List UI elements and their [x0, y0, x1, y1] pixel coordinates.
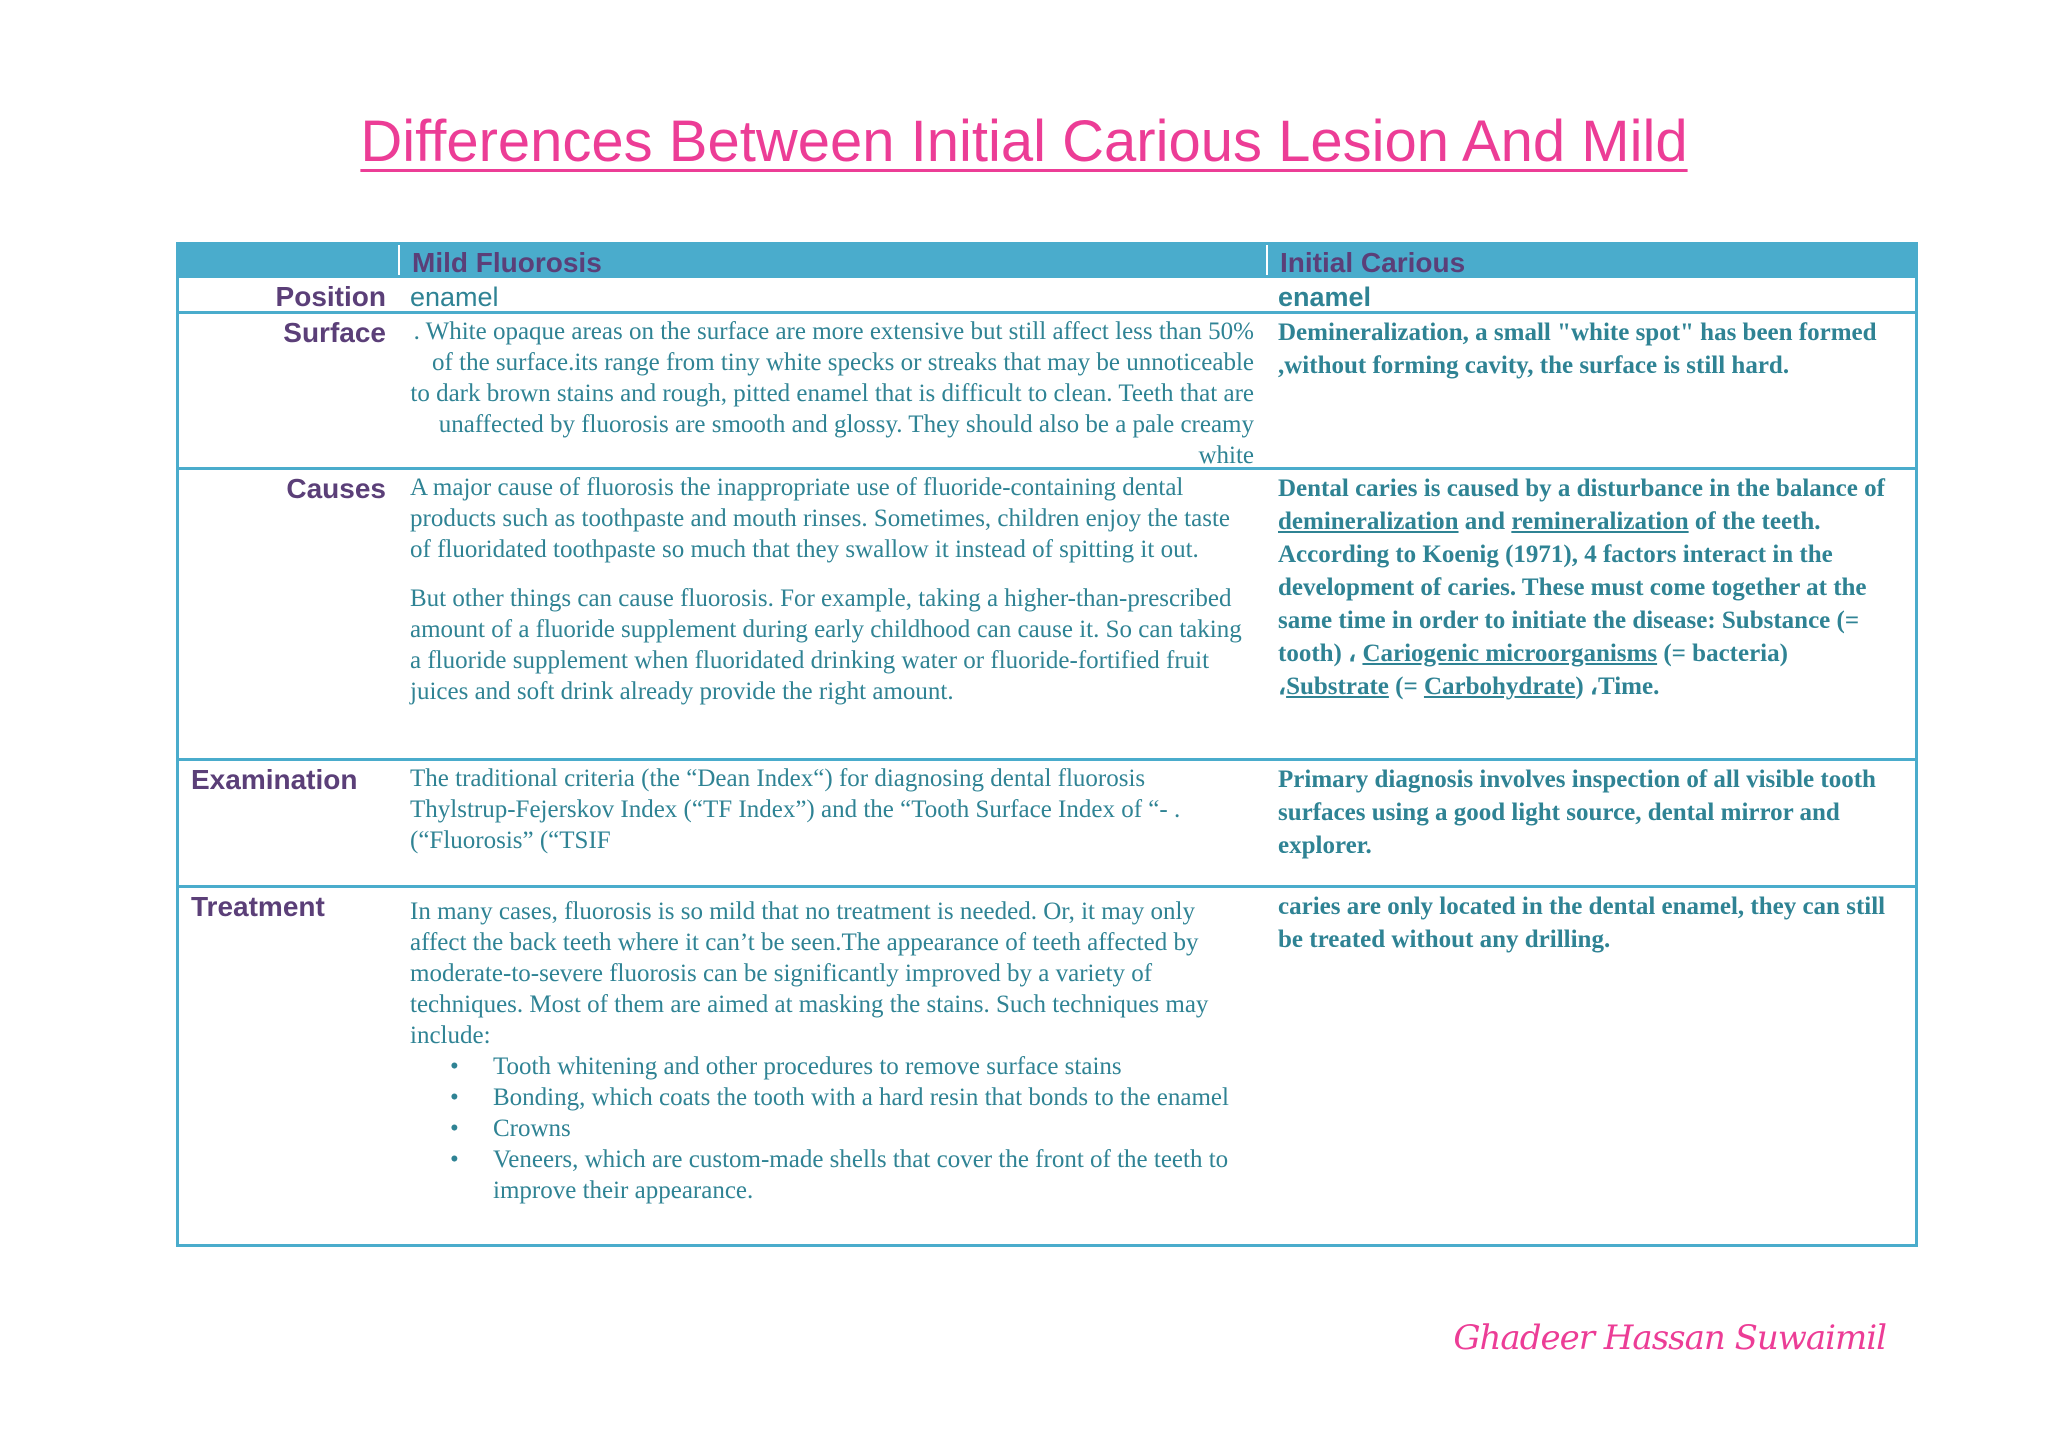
list-item: [450, 1082, 1254, 1113]
row-label-treatment: Treatment: [191, 891, 325, 922]
list-item-text: Veneers, which are custom-made shells that cover the front of the teeth to improve their appearance.: [493, 1146, 1229, 1204]
page-title-text: Differences Between Initial Carious Lesion And Mild: [360, 109, 1688, 174]
link-carbohydrate[interactable]: Carbohydrate: [1423, 673, 1576, 700]
position-mild-cell: enamel: [410, 282, 499, 311]
causes-mild-paragraph-1: A major cause of fluorosis the inappropriate use of fluoride-containing dental products such as toothpaste and mouth rinses. Sometimes, children enjoy the taste of fluoridated toothpaste so much that they swallow it instead of spitting it out.: [410, 474, 1230, 563]
link-substrate[interactable]: Substrate: [1286, 673, 1389, 700]
bullet-icon: •: [450, 1115, 459, 1142]
bullet-icon: •: [450, 1053, 459, 1080]
row-label-causes: Causes: [286, 473, 386, 504]
causes-text-5: (=: [1388, 673, 1424, 700]
list-item: [450, 1051, 1254, 1082]
surface-initial-cell: Demineralization, a small "white spot" has been formed ,without forming cavity, the surface is still hard.: [1278, 319, 1877, 379]
link-remineralization[interactable]: remineralization: [1511, 508, 1689, 535]
position-initial-cell: enamel: [1278, 282, 1372, 311]
author-signature: Ghadeer Hassan Suwaimil: [1453, 1318, 1886, 1358]
treatment-initial-cell: caries are only located in the dental enamel, they can still be treated without any drilling.: [1278, 893, 1886, 953]
header-mild-fluorosis: Mild Fluorosis: [398, 245, 1266, 275]
table-header-row: [179, 245, 1915, 278]
causes-text-4: (= bacteria) ،: [1278, 640, 1788, 700]
table-row-causes: [179, 470, 1915, 761]
treatment-mild-intro: In many cases, fluorosis is so mild that no treatment is needed. Or, it may only affect the back teeth where it can’t be seen.The appearance of teeth affected by moderate-to-severe fluorosis can be significantly improved by a variety of techniques. Most of them are aimed at masking the stains. Such techniques may include:: [410, 898, 1209, 1049]
table-row-surface: [179, 314, 1915, 470]
list-item: [450, 1113, 1254, 1144]
page-title: [0, 108, 2048, 175]
list-item-text: Bonding, which coats the tooth with a hard resin that bonds to the enamel: [493, 1084, 1229, 1111]
list-item: [450, 1144, 1254, 1206]
row-label-surface: Surface: [283, 317, 386, 348]
comparison-table: [176, 242, 1918, 1247]
causes-mild-cell: [398, 470, 1266, 758]
bullet-icon: •: [450, 1146, 459, 1173]
causes-text-2: and: [1458, 508, 1512, 535]
row-label-examination: Examination: [191, 764, 358, 795]
link-cariogenic-microorganisms[interactable]: Cariogenic microorganisms: [1362, 640, 1658, 667]
header-initial-carious: Initial Carious: [1266, 245, 1915, 275]
bullet-icon: •: [450, 1084, 459, 1111]
table-row-examination: [179, 761, 1915, 888]
causes-initial-cell: [1266, 470, 1915, 758]
list-item-text: Tooth whitening and other procedures to remove surface stains: [493, 1053, 1122, 1080]
row-label-position: Position: [275, 281, 386, 311]
examination-initial-cell: Primary diagnosis involves inspection of all visible tooth surfaces using a good light source, dental mirror and explorer.: [1278, 766, 1876, 859]
list-item-text: Crowns: [493, 1115, 571, 1142]
treatment-mild-cell: [398, 888, 1266, 1244]
table-row-treatment: [179, 888, 1915, 1244]
causes-mild-paragraph-2: But other things can cause fluorosis. For example, taking a higher-than-prescribed amount of a fluoride supplement during early childhood can cause it. So can taking a fluoride supplement when fluoridated drinking water or fluoride-fortified fruit juices and soft drink already provide the right amount.: [410, 585, 1242, 705]
header-empty-cell: [179, 245, 398, 275]
link-demineralization[interactable]: demineralization: [1278, 508, 1459, 535]
causes-text-3: of the teeth. According to Koenig (1971), 4 factors interact in the development of caries. These must come together at the same time in order to initiate the disease: Substance (= tooth) ،: [1278, 508, 1867, 667]
causes-text-6: ) ،Time.: [1575, 673, 1660, 700]
table-row-position: [179, 278, 1915, 314]
examination-mild-cell: The traditional criteria (the “Dean Index“) for diagnosing dental fluorosis Thylstrup-Fejerskov Index (“TF Index”) and the “Tooth Surface Index of “- .(“Fluorosis” (“TSIF: [410, 765, 1181, 854]
surface-mild-cell: . White opaque areas on the surface are more extensive but still affect less than 50% of the surface.its range from tiny white specks or streaks that may be unnoticeable to dark brown stains and rough, pitted enamel that is difficult to clean. Teeth that are unaffected by fluorosis are smooth and glossy. They should also be a pale creamy white: [410, 318, 1254, 467]
treatment-techniques-list: [410, 1051, 1254, 1206]
causes-text-1: Dental caries is caused by a disturbance in the balance of: [1278, 475, 1885, 502]
